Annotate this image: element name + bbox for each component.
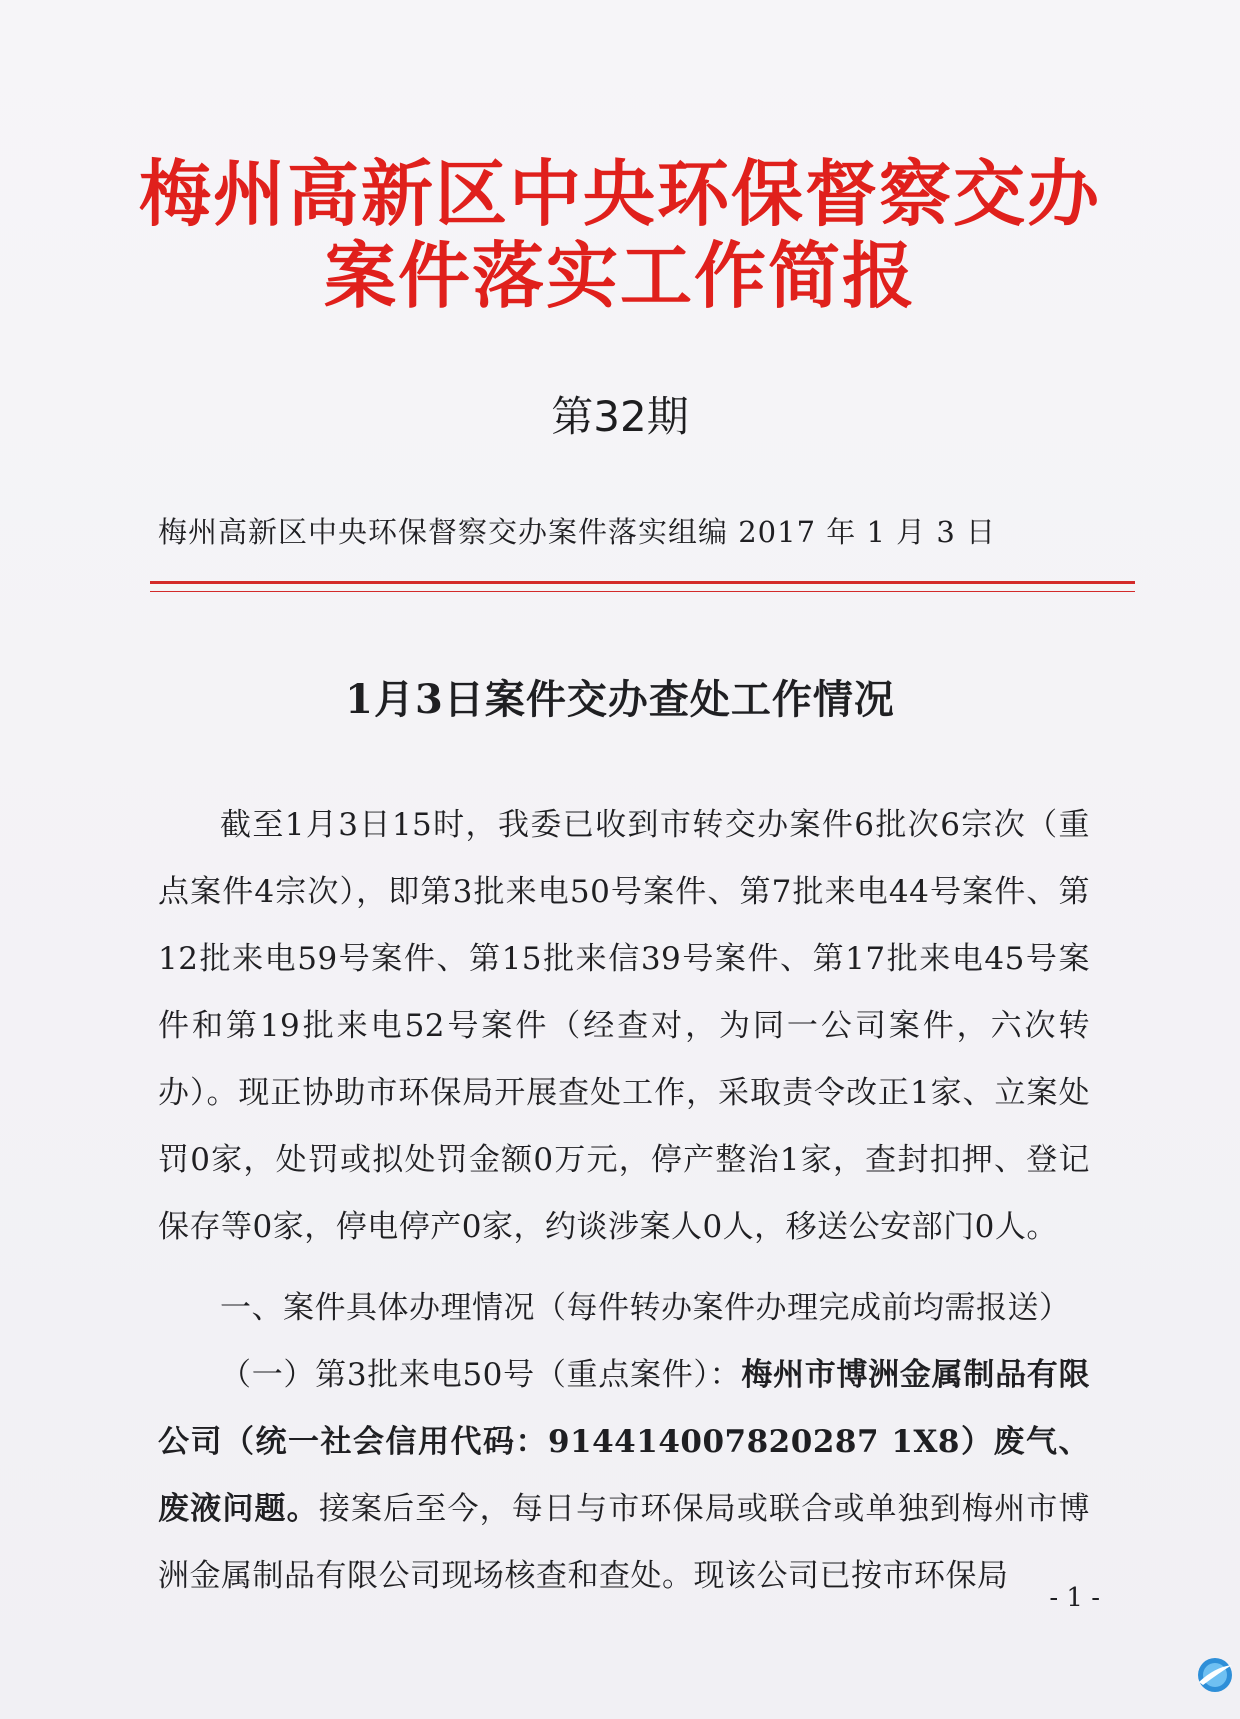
editor-and-date: 梅州高新区中央环保督察交办案件落实组编 2017 年 1 月 3 日 xyxy=(158,515,997,549)
red-divider-thick xyxy=(150,581,1135,584)
section-heading-1: 一、案件具体办理情况（每件转办案件办理完成前均需报送） xyxy=(220,1290,1071,1326)
case-company-issue: 梅州市博洲金属制品有限公司（统一社会信用代码：914414007820287 1X8）废气、废液问题。 xyxy=(158,1357,1091,1527)
swoosh-logo-icon xyxy=(1195,1655,1235,1695)
article-title: 1月3日案件交办查处工作情况 xyxy=(345,676,895,723)
page-number: - 1 - xyxy=(1049,1583,1100,1613)
bulletin-title-line-1: 梅州高新区中央环保督察交办 xyxy=(138,152,1101,236)
red-divider-thin xyxy=(150,591,1135,592)
summary-paragraph: 截至1月3日15时，我委已收到市转交办案件6批次6宗次（重点案件4宗次），即第3批来电50号案件、第7批来电44号案件、第12批来电59号案件、第15批来信39号案件、第17批来电45号案件和第19批来电52号案件（经查对，为同一公司案件，六次转办）。现正协助市环保局开展查处工作，采取责令改正1家、立案处罚0家，处罚或拟处罚金额0万元，停产整治1家，查封扣押、登记保存等0家，停电停产0家，约谈涉案人0人，移送公安部门0人。 xyxy=(158,807,1090,1245)
bulletin-title-line-2: 案件落实工作简报 xyxy=(323,234,916,318)
case-label: （一）第3批来电50号（重点案件）： xyxy=(220,1357,742,1393)
issue-number: 第32期 xyxy=(551,392,689,441)
case-paragraph-1 xyxy=(158,1342,1090,1610)
case-handling-text: 接案后至今，每日与市环保局或联合或单独到梅州市博洲金属制品有限公司现场核查和查处。现该公司已按市环保局 xyxy=(158,1491,1091,1594)
